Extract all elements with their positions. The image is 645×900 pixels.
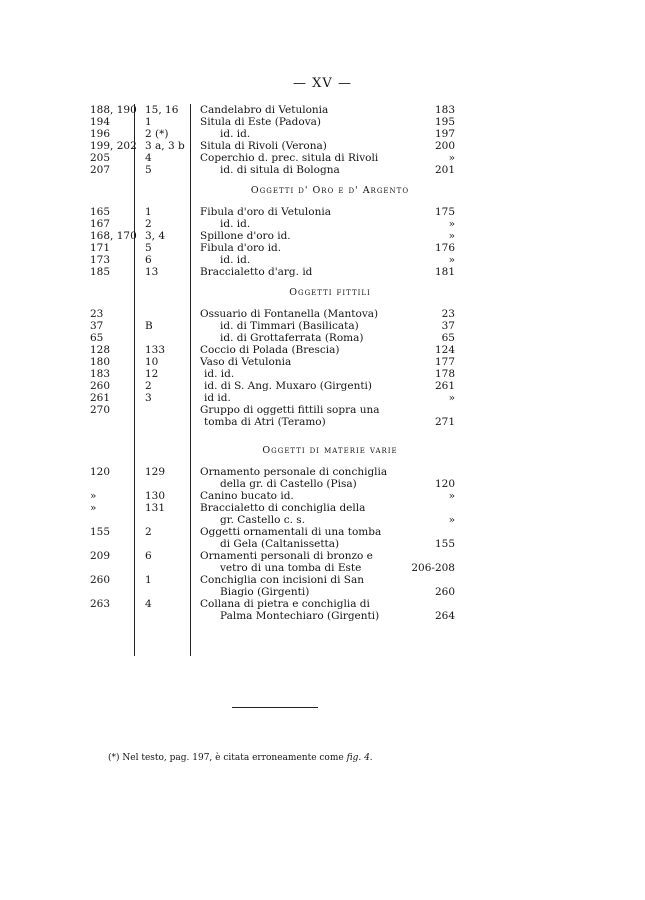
item-description: Fibula d'oro id. bbox=[200, 242, 282, 254]
figure-ref: 194 bbox=[90, 116, 111, 128]
footnote-ref: fig. 4. bbox=[346, 753, 373, 763]
plate-ref: 3 a, 3 b bbox=[145, 140, 185, 152]
table-row bbox=[80, 562, 460, 574]
item-description: Fibula d'oro di Vetulonia bbox=[200, 206, 331, 218]
page-ref: » bbox=[448, 392, 455, 404]
plate-ref: 2 bbox=[145, 526, 152, 538]
table-row bbox=[80, 574, 460, 586]
item-description: Conchiglia con incisioni di San bbox=[200, 574, 364, 586]
figure-ref: 205 bbox=[90, 152, 111, 164]
item-description: di Gela (Caltanissetta) bbox=[220, 538, 340, 550]
page-ref: » bbox=[448, 152, 455, 164]
item-description: Situla di Este (Padova) bbox=[200, 116, 322, 128]
plate-ref: 13 bbox=[145, 266, 159, 278]
table-row bbox=[80, 242, 460, 254]
table-row bbox=[80, 598, 460, 610]
section-title: Oggetti d' Oro e d' Argento bbox=[250, 185, 410, 196]
plate-ref: 10 bbox=[145, 356, 159, 368]
plate-ref: 1 bbox=[145, 206, 152, 218]
figure-ref: 120 bbox=[90, 466, 111, 478]
item-description: Oggetti ornamentali di una tomba bbox=[200, 526, 382, 538]
figure-ref: » bbox=[90, 490, 97, 502]
table-row bbox=[80, 266, 460, 278]
page-ref: » bbox=[448, 490, 455, 502]
section-title: Oggetti fittili bbox=[289, 287, 371, 298]
item-description: Spillone d'oro id. bbox=[200, 230, 291, 242]
table-row bbox=[80, 404, 460, 416]
table-row bbox=[80, 526, 460, 538]
page-ref: » bbox=[448, 514, 455, 526]
figure-ref: 171 bbox=[90, 242, 111, 254]
table-row bbox=[80, 538, 460, 550]
page-ref: 37 bbox=[441, 320, 455, 332]
index-table bbox=[80, 104, 460, 622]
table-row bbox=[80, 478, 460, 490]
figure-ref: 23 bbox=[90, 308, 104, 320]
page-ref: 65 bbox=[441, 332, 455, 344]
item-description: Biagio (Girgenti) bbox=[220, 586, 310, 598]
page-ref: 261 bbox=[434, 380, 455, 392]
page-ref: 183 bbox=[434, 104, 455, 116]
plate-ref: 131 bbox=[145, 502, 166, 514]
page-ref: 206-208 bbox=[411, 562, 455, 574]
figure-ref: » bbox=[90, 502, 97, 514]
item-description: id id. bbox=[204, 392, 231, 404]
item-description: id. di situla di Bologna bbox=[220, 164, 340, 176]
plate-ref: 4 bbox=[145, 598, 152, 610]
plate-ref: 130 bbox=[145, 490, 166, 502]
table-row bbox=[80, 218, 460, 230]
table-row bbox=[80, 128, 460, 140]
item-description: Coccio di Polada (Brescia) bbox=[200, 344, 340, 356]
table-row bbox=[80, 230, 460, 242]
page-ref: 155 bbox=[434, 538, 455, 550]
table-row bbox=[80, 502, 460, 514]
table-row bbox=[80, 320, 460, 332]
table-row bbox=[80, 206, 460, 218]
item-description: Braccialetto di conchiglia della bbox=[200, 502, 366, 514]
table-row bbox=[80, 140, 460, 152]
item-description: vetro di una tomba di Este bbox=[220, 562, 362, 574]
page-ref: 178 bbox=[434, 368, 455, 380]
table-row bbox=[80, 416, 460, 428]
table-row bbox=[80, 152, 460, 164]
plate-ref: 2 bbox=[145, 218, 152, 230]
item-description: Palma Montechiaro (Girgenti) bbox=[220, 610, 380, 622]
table-row bbox=[80, 344, 460, 356]
item-description: Ornamenti personali di bronzo e bbox=[200, 550, 373, 562]
spacer bbox=[80, 428, 460, 436]
table-row bbox=[80, 380, 460, 392]
page-ref: 177 bbox=[434, 356, 455, 368]
figure-ref: 263 bbox=[90, 598, 111, 610]
section-title: Oggetti di materie varie bbox=[262, 445, 398, 456]
figure-ref: 65 bbox=[90, 332, 104, 344]
item-description: gr. Castello c. s. bbox=[220, 514, 306, 526]
plate-ref: 1 bbox=[145, 116, 152, 128]
footnote-text: (*) Nel testo, pag. 197, è citata erroneamente come bbox=[108, 753, 344, 763]
table-row bbox=[80, 368, 460, 380]
item-description: id. id. bbox=[220, 128, 251, 140]
plate-ref: 129 bbox=[145, 466, 166, 478]
page-ref: 175 bbox=[434, 206, 455, 218]
page-ref: 181 bbox=[434, 266, 455, 278]
plate-ref: 2 (*) bbox=[145, 128, 169, 140]
table-row bbox=[80, 466, 460, 478]
plate-ref: 12 bbox=[145, 368, 159, 380]
item-description: tomba di Atri (Teramo) bbox=[204, 416, 326, 428]
table-row bbox=[80, 514, 460, 526]
page-ref: 201 bbox=[434, 164, 455, 176]
page-ref: » bbox=[448, 254, 455, 266]
figure-ref: 128 bbox=[90, 344, 111, 356]
item-description: id. di S. Ang. Muxaro (Girgenti) bbox=[204, 380, 373, 392]
item-description: Vaso di Vetulonia bbox=[200, 356, 292, 368]
page-ref: » bbox=[448, 218, 455, 230]
item-description: Braccialetto d'arg. id bbox=[200, 266, 313, 278]
footnote-rule bbox=[232, 707, 318, 708]
item-description: Canino bucato id. bbox=[200, 490, 294, 502]
plate-ref: 5 bbox=[145, 242, 152, 254]
page-ref: 197 bbox=[434, 128, 455, 140]
plate-ref: 3, 4 bbox=[145, 230, 166, 242]
item-description: Situla di Rivoli (Verona) bbox=[200, 140, 327, 152]
page-ref: 176 bbox=[434, 242, 455, 254]
item-description: id. id. bbox=[220, 254, 251, 266]
item-description: Ornamento personale di conchiglia bbox=[200, 466, 388, 478]
plate-ref: 3 bbox=[145, 392, 152, 404]
item-description: Collana di pietra e conchiglia di bbox=[200, 598, 370, 610]
plate-ref: 133 bbox=[145, 344, 166, 356]
item-description: Gruppo di oggetti fittili sopra una bbox=[200, 404, 380, 416]
footnote bbox=[108, 753, 373, 763]
item-description: della gr. di Castello (Pisa) bbox=[220, 478, 357, 490]
item-description: id. di Grottaferrata (Roma) bbox=[220, 332, 364, 344]
table-row bbox=[80, 332, 460, 344]
page-ref: 124 bbox=[434, 344, 455, 356]
table-row bbox=[80, 586, 460, 598]
figure-ref: 168, 170 bbox=[90, 230, 137, 242]
plate-ref: 2 bbox=[145, 380, 152, 392]
item-description: id. id. bbox=[204, 368, 235, 380]
item-description: Ossuario di Fontanella (Mantova) bbox=[200, 308, 379, 320]
page-ref: 23 bbox=[441, 308, 455, 320]
page-ref: 260 bbox=[434, 586, 455, 598]
figure-ref: 167 bbox=[90, 218, 111, 230]
item-description: id. di Timmari (Basilicata) bbox=[220, 320, 359, 332]
item-description: id. id. bbox=[220, 218, 251, 230]
figure-ref: 260 bbox=[90, 380, 111, 392]
figure-ref: 155 bbox=[90, 526, 111, 538]
plate-ref: 4 bbox=[145, 152, 152, 164]
page-ref: 200 bbox=[434, 140, 455, 152]
plate-ref: B bbox=[145, 320, 153, 332]
page-ref: 264 bbox=[434, 610, 455, 622]
plate-ref: 1 bbox=[145, 574, 152, 586]
figure-ref: 185 bbox=[90, 266, 111, 278]
table-row bbox=[80, 490, 460, 502]
figure-ref: 165 bbox=[90, 206, 111, 218]
plate-ref: 6 bbox=[145, 254, 152, 266]
table-row bbox=[80, 550, 460, 562]
figure-ref: 173 bbox=[90, 254, 111, 266]
page-ref: 271 bbox=[434, 416, 455, 428]
figure-ref: 188, 190 bbox=[90, 104, 137, 116]
figure-ref: 37 bbox=[90, 320, 104, 332]
plate-ref: 15, 16 bbox=[145, 104, 179, 116]
plate-ref: 5 bbox=[145, 164, 152, 176]
figure-ref: 207 bbox=[90, 164, 111, 176]
table-row bbox=[80, 164, 460, 176]
page-ref: 120 bbox=[434, 478, 455, 490]
item-description: Coperchio d. prec. situla di Rivoli bbox=[200, 152, 379, 164]
table-row bbox=[80, 308, 460, 320]
figure-ref: 261 bbox=[90, 392, 111, 404]
table-row bbox=[80, 610, 460, 622]
figure-ref: 270 bbox=[90, 404, 111, 416]
page-number: — XV — bbox=[293, 76, 352, 91]
item-description: Candelabro di Vetulonia bbox=[200, 104, 329, 116]
table-row bbox=[80, 116, 460, 128]
figure-ref: 260 bbox=[90, 574, 111, 586]
figure-ref: 209 bbox=[90, 550, 111, 562]
table-row bbox=[80, 254, 460, 266]
figure-ref: 183 bbox=[90, 368, 111, 380]
figure-ref: 180 bbox=[90, 356, 111, 368]
plate-ref: 6 bbox=[145, 550, 152, 562]
figure-ref: 199, 202 bbox=[90, 140, 137, 152]
page-ref: » bbox=[448, 230, 455, 242]
table-row bbox=[80, 392, 460, 404]
table-row bbox=[80, 356, 460, 368]
page-ref: 195 bbox=[434, 116, 455, 128]
table-row bbox=[80, 104, 460, 116]
figure-ref: 196 bbox=[90, 128, 111, 140]
